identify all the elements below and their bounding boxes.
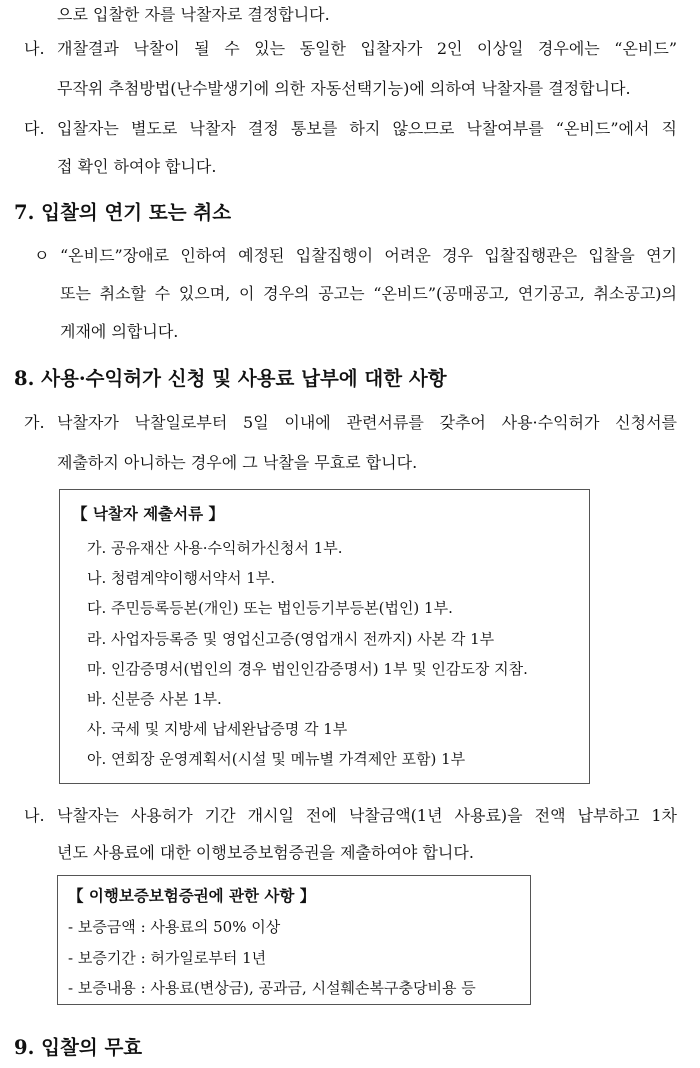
document-item: 가. 공유재산 사용·수익허가신청서 1부. — [87, 539, 343, 557]
submission-documents-title: 【 낙찰자 제출서류 】 — [72, 504, 225, 523]
section6-da-line2: 접 확인 하여야 합니다. — [57, 157, 217, 176]
section8-heading: 8. 사용·수익허가 신청 및 사용료 납부에 대한 사항 — [14, 367, 447, 390]
section8-ga-line1: 낙찰자가 낙찰일로부터 5일 이내에 관련서류를 갖추어 사용·수익허가 신청서를 — [57, 413, 677, 432]
document-item: 바. 신분증 사본 1부. — [87, 690, 222, 708]
section8-ga-line2: 제출하지 아니하는 경우에 그 낙찰을 무효로 합니다. — [57, 453, 418, 472]
bond-item: - 보증금액 : 사용료의 50% 이상 — [68, 918, 281, 936]
section8-ga-marker: 가. — [24, 413, 45, 432]
document-item: 나. 청렴계약이행서약서 1부. — [87, 569, 276, 587]
section7-line3: 게재에 의합니다. — [60, 322, 179, 341]
bond-item: - 보증내용 : 사용료(변상금), 공과금, 시설훼손복구충당비용 등 — [68, 979, 476, 997]
bond-item: - 보증기간 : 허가일로부터 1년 — [68, 949, 267, 967]
section7-heading: 7. 입찰의 연기 또는 취소 — [14, 201, 232, 224]
section6-na-line2: 무작위 추첨방법(난수발생기에 의한 자동선택기능)에 의하여 낙찰자를 결정합니다. — [57, 79, 631, 98]
section6-da-marker: 다. — [24, 119, 45, 138]
document-item: 마. 인감증명서(법인의 경우 법인인감증명서) 1부 및 인감도장 지참. — [87, 660, 528, 678]
document-item: 아. 연회장 운영계획서(시설 및 메뉴별 가격제안 포함) 1부 — [87, 750, 466, 768]
section6-ga-continuation: 으로 입찰한 자를 낙찰자로 결정합니다. — [57, 5, 330, 24]
section8-na-line1: 낙찰자는 사용허가 기간 개시일 전에 낙찰금액(1년 사용료)을 전액 납부하고 1차 — [57, 806, 677, 825]
document-item: 사. 국세 및 지방세 납세완납증명 각 1부 — [87, 720, 348, 738]
document-item: 라. 사업자등록증 및 영업신고증(영업개시 전까지) 사본 각 1부 — [87, 630, 495, 648]
section7-line2: 또는 취소할 수 있으며, 이 경우의 공고는 “온비드”(공매공고, 연기공고, 취소공고)의 — [60, 284, 677, 303]
performance-bond-box — [57, 875, 531, 1005]
section7-line1: “온비드”장애로 인하여 예정된 입찰집행이 어려운 경우 입찰집행관은 입찰을 연기 — [60, 246, 677, 265]
section7-bullet: ㅇ — [34, 246, 50, 265]
section6-na-marker: 나. — [24, 39, 45, 58]
performance-bond-title: 【 이행보증보험증권에 관한 사항 】 — [68, 886, 316, 905]
section6-da-line1: 입찰자는 별도로 낙찰자 결정 통보를 하지 않으므로 낙찰여부를 “온비드”에서 직 — [57, 119, 677, 138]
section9-heading: 9. 입찰의 무효 — [14, 1036, 143, 1059]
section8-na-line2: 년도 사용료에 대한 이행보증보험증권을 제출하여야 합니다. — [57, 843, 474, 862]
document-item: 다. 주민등록등본(개인) 또는 법인등기부등본(법인) 1부. — [87, 599, 453, 617]
section8-na-marker: 나. — [24, 806, 45, 825]
submission-documents-box — [59, 489, 590, 784]
section6-na-line1: 개찰결과 낙찰이 될 수 있는 동일한 입찰자가 2인 이상일 경우에는 “온비드” — [57, 39, 677, 58]
